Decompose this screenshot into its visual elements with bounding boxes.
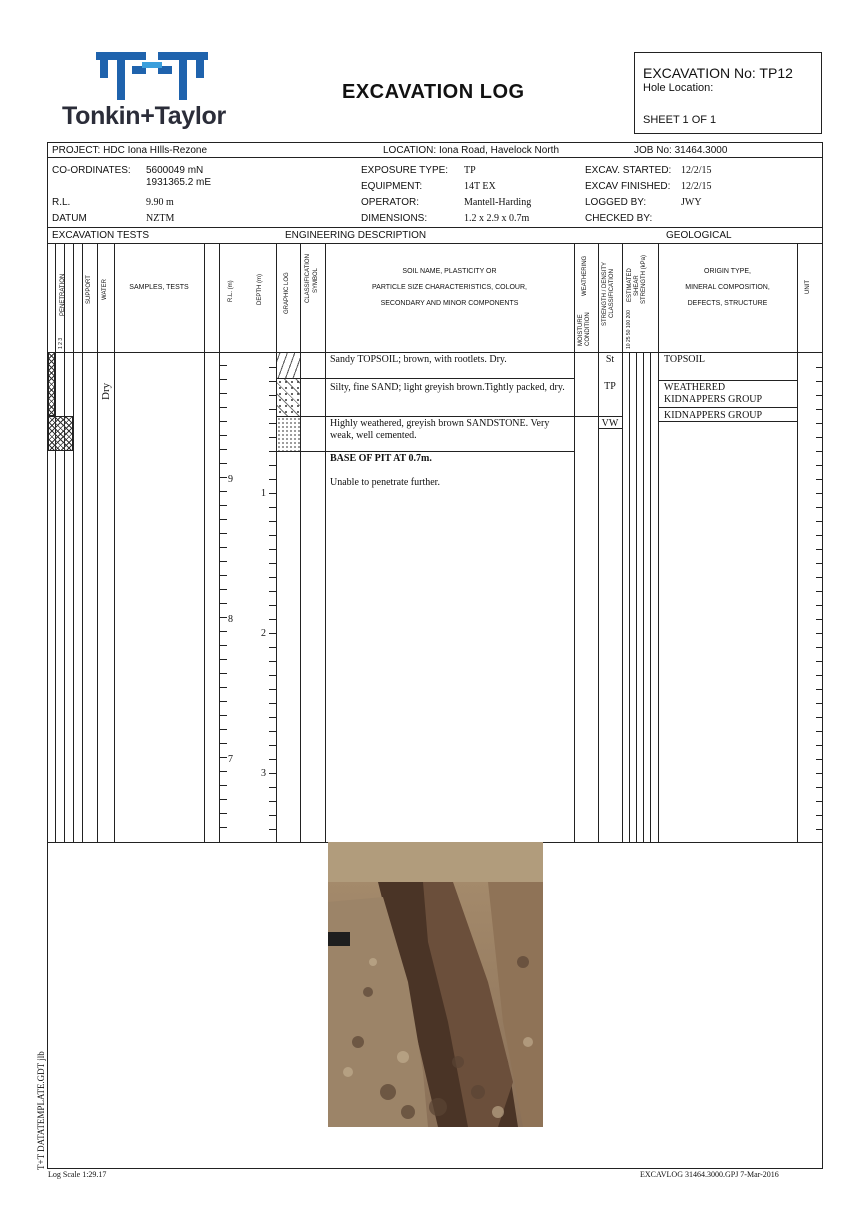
column-shear-strength: STRENGTH (kPa): [641, 254, 647, 304]
column-soil-name-1: SOIL NAME, PLASTICITY OR: [402, 268, 497, 275]
rl-tick: [220, 715, 227, 716]
layer-2-geology: WEATHERED KIDNAPPERS GROUP: [664, 382, 763, 405]
column-moisture: MOISTURE: [578, 314, 584, 346]
depth-tick: [269, 563, 276, 564]
layer-1-geology: TOPSOIL: [664, 354, 705, 365]
template-label: T+T DATATEMPLATE.GDT jlb: [36, 1051, 46, 1170]
rl-tick: [220, 631, 227, 632]
datum-value: NZTM: [146, 213, 175, 224]
penetration-bar-2: [48, 416, 73, 451]
location-value: Iona Road, Havelock North: [438, 145, 560, 156]
depth-tick: [269, 675, 276, 676]
unit-tick: [816, 507, 823, 508]
rl-tick: [220, 407, 227, 408]
checked-label: CHECKED BY:: [585, 213, 653, 224]
unit-tick: [816, 535, 823, 536]
unit-tick: [816, 815, 823, 816]
depth-tick: [269, 703, 276, 704]
depth-tick: [269, 367, 276, 368]
column-strength-classification: CLASSIFICATION: [609, 269, 615, 318]
rl-label-8: 8: [228, 614, 233, 625]
depth-tick: [269, 437, 276, 438]
rl-tick: [220, 645, 227, 646]
rl-tick: [220, 799, 227, 800]
datum-label: DATUM: [52, 213, 87, 224]
column-condition: CONDITION: [585, 312, 591, 346]
depth-tick: [269, 661, 276, 662]
exposure-label: EXPOSURE TYPE:: [361, 165, 449, 176]
file-reference: EXCAVLOG 31464.3000.GPJ 7-Mar-2016: [640, 1170, 779, 1179]
easting-value: 1931365.2 mE: [146, 177, 212, 188]
depth-tick: [269, 829, 276, 830]
pit-note: Unable to penetrate further.: [330, 477, 440, 488]
layer-3-description: Highly weathered, greyish brown SANDSTONE. Very weak, well cemented.: [330, 418, 550, 441]
unit-tick: [816, 829, 823, 830]
rl-tick: [220, 365, 227, 366]
unit-tick: [816, 451, 823, 452]
unit-tick: [816, 423, 823, 424]
depth-tick: [269, 423, 276, 424]
started-value: 12/2/15: [681, 165, 712, 176]
depth-tick: [269, 395, 276, 396]
depth-tick: [269, 507, 276, 508]
depth-tick: [269, 759, 276, 760]
shear-scale: 10 25 50 100 200: [626, 310, 632, 349]
rl-tick: [220, 449, 227, 450]
rl-tick: [220, 589, 227, 590]
unit-tick: [816, 577, 823, 578]
rl-tick: [220, 547, 227, 548]
unit-tick: [816, 675, 823, 676]
unit-tick: [816, 759, 823, 760]
depth-tick: [269, 535, 276, 536]
unit-tick: [816, 395, 823, 396]
column-support: SUPPORT: [86, 275, 92, 304]
column-origin-3: DEFECTS, STRUCTURE: [687, 300, 768, 307]
unit-tick: [816, 381, 823, 382]
rl-tick: [220, 771, 227, 772]
project-value: HDC Iona HIlls-Rezone: [103, 145, 208, 156]
topsoil-pattern: [277, 353, 300, 378]
started-label: EXCAV. STARTED:: [585, 165, 672, 176]
depth-tick: [269, 493, 276, 494]
finished-label: EXCAV FINISHED:: [585, 181, 671, 192]
excavation-number: EXCAVATION No: TP12: [643, 65, 793, 81]
unit-tick: [816, 409, 823, 410]
unit-tick: [816, 647, 823, 648]
depth-tick: [269, 465, 276, 466]
column-strength: STRENGTH / DENSITY: [602, 261, 608, 326]
column-origin-2: MINERAL COMPOSITION,: [685, 284, 770, 291]
layer-2-description: Silty, fine SAND; light greyish brown.Tightly packed, dry.: [330, 382, 565, 393]
location-field: LOCATION: Iona Road, Havelock North: [383, 145, 560, 156]
depth-tick: [269, 689, 276, 690]
dimensions-label: DIMENSIONS:: [361, 213, 428, 224]
depth-tick: [269, 787, 276, 788]
tt-logo-icon: [96, 52, 208, 102]
rl-tick: [220, 701, 227, 702]
excavation-id-box: [634, 52, 822, 134]
rl-tick: [220, 827, 227, 828]
layer-1-description: Sandy TOPSOIL; brown, with rootlets. Dry.: [330, 354, 507, 365]
rl-tick: [220, 477, 227, 478]
rl-tick: [220, 729, 227, 730]
depth-tick: [269, 381, 276, 382]
sandstone-pattern: [277, 417, 300, 451]
rl-tick: [220, 575, 227, 576]
column-origin-1: ORIGIN TYPE,: [704, 268, 751, 275]
section-excavation-tests: EXCAVATION TESTS: [52, 230, 150, 241]
job-value: 31464.3000: [674, 145, 728, 156]
column-classification: CLASSIFICATION: [305, 254, 311, 303]
depth-tick: [269, 577, 276, 578]
column-shear: SHEAR: [634, 275, 640, 296]
column-water: WATER: [102, 279, 108, 300]
depth-tick: [269, 647, 276, 648]
equipment-value: 14T EX: [464, 181, 496, 192]
layer-2-strength: TP: [604, 381, 616, 392]
rl-tick: [220, 659, 227, 660]
column-samples: SAMPLES, TESTS: [129, 284, 189, 291]
depth-tick: [269, 549, 276, 550]
unit-tick: [816, 549, 823, 550]
depth-tick: [269, 731, 276, 732]
layer-3-strength: VW: [601, 418, 619, 429]
unit-tick: [816, 563, 823, 564]
water-value: Dry: [100, 382, 112, 400]
finished-value: 12/2/15: [681, 181, 712, 192]
rl-value: 9.90 m: [146, 197, 174, 208]
rl-label: R.L.: [52, 197, 71, 208]
depth-tick: [269, 717, 276, 718]
document-title: EXCAVATION LOG: [342, 81, 525, 103]
rl-tick: [220, 379, 227, 380]
depth-tick: [269, 605, 276, 606]
unit-tick: [816, 717, 823, 718]
unit-tick: [816, 367, 823, 368]
equipment-label: EQUIPMENT:: [361, 181, 423, 192]
rl-tick: [220, 393, 227, 394]
column-graphic-log: GRAPHIC LOG: [284, 272, 290, 314]
operator-value: Mantell-Harding: [464, 197, 532, 208]
unit-tick: [816, 745, 823, 746]
column-penetration: PENETRATION: [60, 273, 66, 316]
unit-tick: [816, 703, 823, 704]
unit-tick: [816, 521, 823, 522]
rl-tick: [220, 435, 227, 436]
rl-tick: [220, 673, 227, 674]
unit-tick: [816, 787, 823, 788]
depth-label-1: 1: [261, 488, 266, 499]
sheet-number: SHEET 1 OF 1: [643, 114, 717, 126]
depth-tick: [269, 619, 276, 620]
depth-tick: [269, 633, 276, 634]
rl-tick: [220, 687, 227, 688]
depth-label-2: 2: [261, 628, 266, 639]
unit-tick: [816, 479, 823, 480]
silty-sand-pattern: [277, 379, 300, 416]
depth-tick: [269, 801, 276, 802]
unit-tick: [816, 493, 823, 494]
hole-location: Hole Location:: [643, 82, 714, 94]
column-unit: UNIT: [805, 280, 811, 294]
depth-tick: [269, 409, 276, 410]
unit-tick: [816, 773, 823, 774]
depth-tick: [269, 773, 276, 774]
depth-tick: [269, 815, 276, 816]
coordinates-label: CO-ORDINATES:: [52, 165, 131, 176]
column-soil-name-2: PARTICLE SIZE CHARACTERISTICS, COLOUR,: [372, 284, 527, 291]
rl-tick: [220, 491, 227, 492]
unit-tick: [816, 619, 823, 620]
log-scale: Log Scale 1:29.17: [48, 1170, 107, 1179]
rl-tick: [220, 617, 227, 618]
rl-tick: [220, 603, 227, 604]
column-soil-name-3: SECONDARY AND MINOR COMPONENTS: [380, 300, 519, 307]
rl-tick: [220, 561, 227, 562]
section-geological: GEOLOGICAL: [666, 230, 732, 241]
rl-tick: [220, 785, 227, 786]
layer-3-geology: KIDNAPPERS GROUP: [664, 410, 763, 421]
unit-tick: [816, 661, 823, 662]
rl-tick: [220, 533, 227, 534]
exposure-value: TP: [464, 165, 476, 176]
rl-label-7: 7: [228, 754, 233, 765]
depth-label-3: 3: [261, 768, 266, 779]
depth-tick: [269, 479, 276, 480]
rl-tick: [220, 757, 227, 758]
depth-tick: [269, 521, 276, 522]
depth-tick: [269, 591, 276, 592]
unit-tick: [816, 731, 823, 732]
dimensions-value: 1.2 x 2.9 x 0.7m: [464, 213, 530, 224]
rl-tick: [220, 463, 227, 464]
rl-tick: [220, 813, 227, 814]
test-pit-photo: [328, 842, 543, 1127]
rl-label-9: 9: [228, 474, 233, 485]
unit-tick: [816, 633, 823, 634]
base-of-pit: BASE OF PIT AT 0.7m.: [330, 453, 432, 464]
unit-tick: [816, 801, 823, 802]
depth-tick: [269, 451, 276, 452]
company-name: Tonkin+Taylor: [62, 102, 226, 130]
penetration-bar-1: [48, 352, 55, 416]
rl-tick: [220, 743, 227, 744]
rl-tick: [220, 505, 227, 506]
column-rl: R.L. (m): [228, 280, 234, 302]
column-estimated: ESTIMATED: [627, 268, 633, 302]
rl-tick: [220, 421, 227, 422]
operator-label: OPERATOR:: [361, 197, 419, 208]
layer-1-strength: St: [605, 354, 615, 365]
unit-tick: [816, 437, 823, 438]
penetration-scale: 1 2 3: [58, 337, 64, 349]
column-depth: DEPTH (m): [257, 274, 263, 305]
project-field: PROJECT: HDC Iona HIlls-Rezone: [52, 145, 208, 156]
northing-value: 5600049 mN: [146, 165, 204, 176]
logged-value: JWY: [681, 197, 702, 208]
column-symbol: SYMBOL: [313, 267, 319, 293]
unit-tick: [816, 689, 823, 690]
unit-tick: [816, 605, 823, 606]
section-engineering-description: ENGINEERING DESCRIPTION: [285, 230, 427, 241]
logged-label: LOGGED BY:: [585, 197, 647, 208]
unit-tick: [816, 591, 823, 592]
rl-tick: [220, 519, 227, 520]
unit-tick: [816, 465, 823, 466]
depth-tick: [269, 745, 276, 746]
job-field: JOB No: 31464.3000: [634, 145, 728, 156]
column-weathering: WEATHERING: [582, 255, 588, 296]
